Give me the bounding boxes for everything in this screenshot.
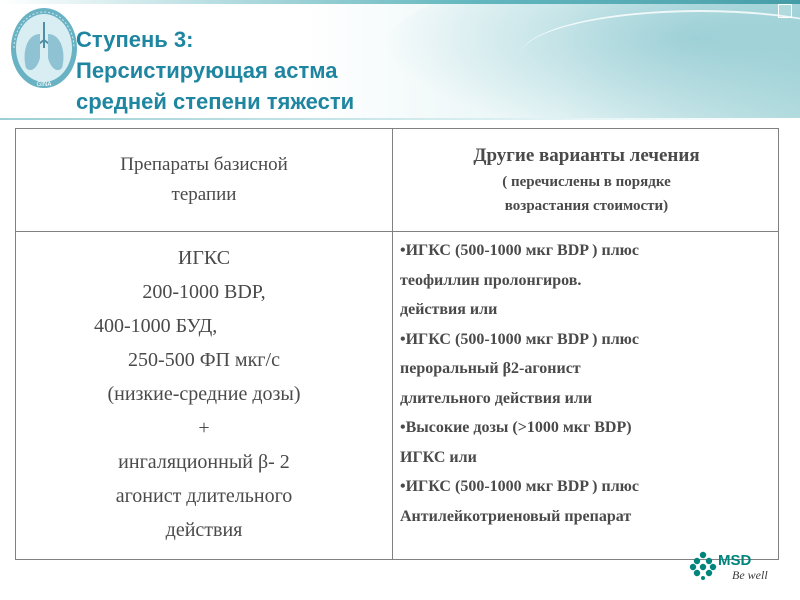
cell-line: агонист длительного xyxy=(115,485,293,507)
cell-line: 400-1000 БУД, xyxy=(94,315,218,337)
cell-line: ИГКС или xyxy=(400,448,477,466)
cell-line: •ИГКС (500-1000 мкг BDP ) плюс xyxy=(400,330,639,348)
cell-line: 250-500 ФП мкг/с xyxy=(128,349,280,371)
cell-line: длительного действия или xyxy=(400,389,593,407)
cell-line: •ИГКС (500-1000 мкг BDP ) плюс xyxy=(400,242,639,259)
title-line: Ступень 3: xyxy=(76,27,194,52)
lungs-globe-logo xyxy=(6,4,82,92)
brand-name: MSD xyxy=(718,552,752,569)
page-title xyxy=(76,24,354,117)
cell-line: пероральный β2-агонист xyxy=(400,360,581,377)
header-other-options xyxy=(393,129,780,231)
cell-line: ингаляционный β- 2 xyxy=(118,451,290,473)
header-text-line: Препараты базисной xyxy=(120,154,288,175)
cell-line: (низкие-средние дозы) xyxy=(107,383,301,405)
header-divider xyxy=(0,118,800,120)
svg-text:GINA: GINA xyxy=(36,81,52,88)
header-basic-therapy xyxy=(16,129,392,231)
corner-box-icon xyxy=(778,4,792,18)
cell-line: •ИГКС (500-1000 мкг BDP ) плюс xyxy=(400,478,639,495)
other-options-cell xyxy=(400,232,776,561)
treatment-table xyxy=(15,128,779,560)
basic-therapy-cell xyxy=(16,232,392,561)
msd-cross-logo xyxy=(688,550,718,580)
header-text-sub: возрастания стоимости) xyxy=(504,198,669,214)
cell-line: действия или xyxy=(400,301,498,318)
brand-tagline: Be well xyxy=(732,568,768,582)
cell-line: •Высокие дозы (>1000 мкг BDP) xyxy=(400,419,632,436)
msd-brand xyxy=(688,548,800,600)
title-line: средней степени тяжести xyxy=(76,89,355,114)
cell-line: действия xyxy=(165,519,243,541)
header-text-line: терапии xyxy=(171,184,237,205)
header-text-sub: ( перечислены в порядке xyxy=(502,174,671,190)
cell-line: + xyxy=(198,417,210,439)
header-text-main: Другие варианты лечения xyxy=(473,145,700,166)
cell-line: Антилейкотриеновый препарат xyxy=(400,507,632,525)
cell-line: 200-1000 BDP, xyxy=(142,281,266,303)
header-band xyxy=(0,0,800,118)
cell-line: ИГКС xyxy=(177,247,231,269)
cell-line: теофиллин пролонгиров. xyxy=(400,271,582,289)
title-line: Персистирующая астма xyxy=(76,58,338,83)
